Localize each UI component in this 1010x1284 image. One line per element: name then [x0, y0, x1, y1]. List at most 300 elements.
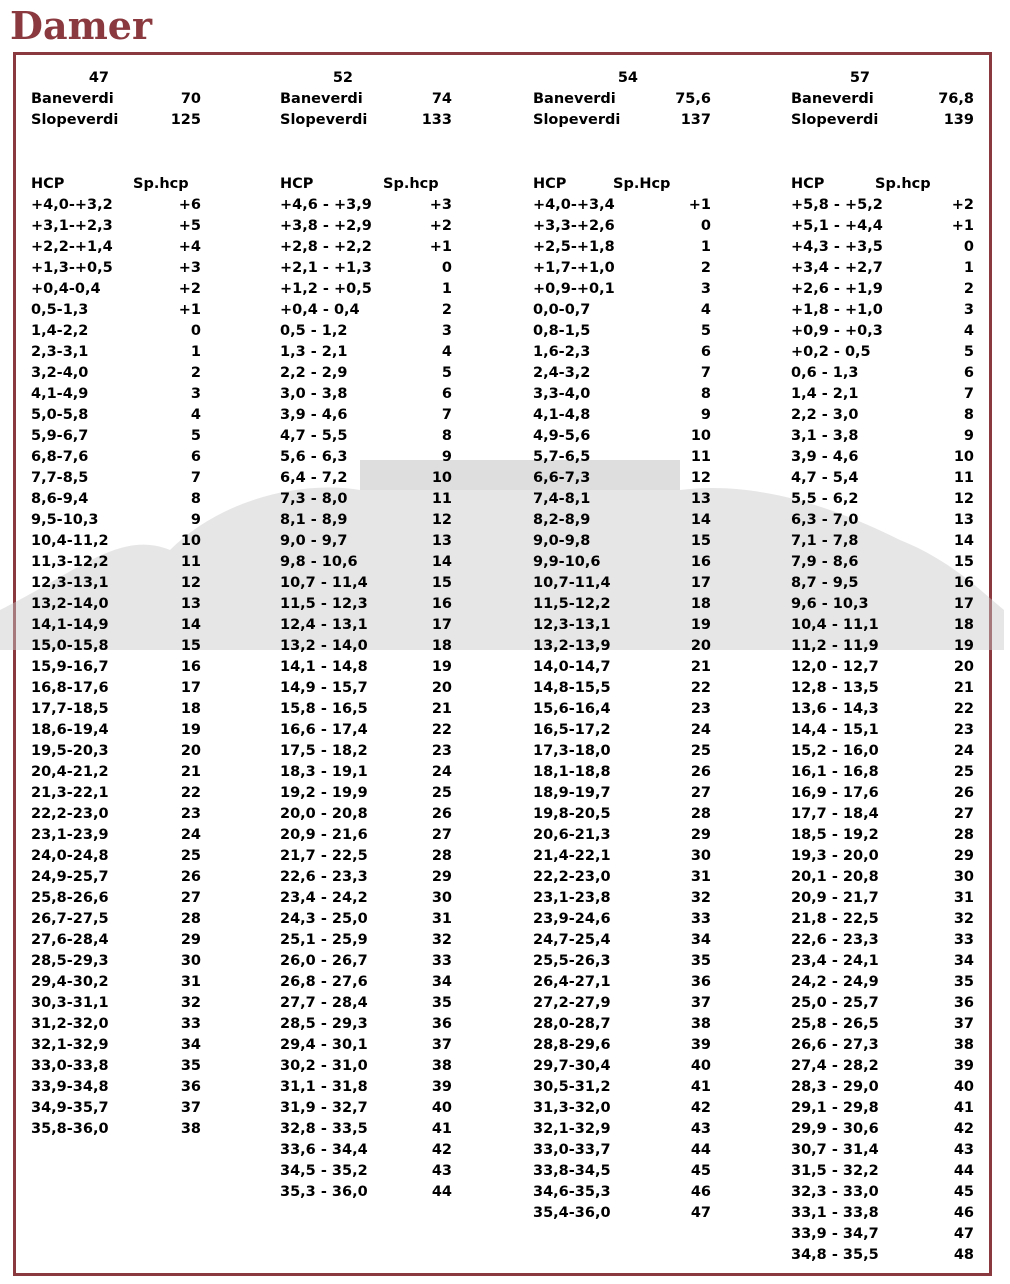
table-row	[31, 720, 201, 741]
hcp-range: 1,4 - 2,1	[791, 386, 859, 402]
hcp-range: 12,3-13,1	[31, 575, 109, 591]
hcp-range: 6,3 - 7,0	[791, 512, 859, 528]
playing-hcp: 46	[953, 1205, 974, 1221]
playing-hcp: 14	[431, 554, 452, 570]
playing-hcp: 9	[190, 512, 201, 528]
table-row	[280, 699, 452, 720]
table-row	[533, 783, 711, 804]
hcp-range: 4,1-4,8	[533, 407, 591, 423]
table-row	[31, 237, 201, 258]
playing-hcp: 34	[690, 932, 711, 948]
playing-hcp: 44	[431, 1184, 452, 1200]
table-row	[791, 1119, 974, 1140]
table-row	[280, 720, 452, 741]
playing-hcp: 24	[953, 743, 974, 759]
hcp-range: 6,4 - 7,2	[280, 470, 348, 486]
playing-hcp: 45	[953, 1184, 974, 1200]
hcp-range: 17,7-18,5	[31, 701, 109, 717]
playing-hcp: 23	[180, 806, 201, 822]
table-row	[31, 972, 201, 993]
table-row	[533, 531, 711, 552]
playing-hcp: 39	[690, 1037, 711, 1053]
hcp-range: 22,2-23,0	[533, 869, 611, 885]
hcp-range: +3,8 - +2,9	[280, 218, 372, 234]
playing-hcp: 19	[690, 617, 711, 633]
hcp-range: 24,3 - 25,0	[280, 911, 368, 927]
playing-hcp: 30	[431, 890, 452, 906]
table-row	[791, 1182, 974, 1203]
hcp-range: +4,0-+3,2	[31, 197, 113, 213]
playing-hcp: +2	[951, 197, 974, 213]
playing-hcp: +1	[429, 239, 452, 255]
table-row	[280, 510, 452, 531]
playing-hcp: 31	[180, 974, 201, 990]
playing-hcp: 29	[953, 848, 974, 864]
hcp-range: 29,7-30,4	[533, 1058, 611, 1074]
hcp-range: 0,5-1,3	[31, 302, 89, 318]
table-row	[280, 552, 452, 573]
hcp-range: 17,7 - 18,4	[791, 806, 879, 822]
table-row	[31, 1014, 201, 1035]
hcp-range: 20,1 - 20,8	[791, 869, 879, 885]
hcp-range: 19,3 - 20,0	[791, 848, 879, 864]
table-row	[280, 1119, 452, 1140]
table-row	[280, 888, 452, 909]
hcp-range: 32,3 - 33,0	[791, 1184, 879, 1200]
table-row	[31, 741, 201, 762]
hcp-range: 31,3-32,0	[533, 1100, 611, 1116]
playing-hcp: 39	[431, 1079, 452, 1095]
table-row	[280, 279, 452, 300]
hcp-range: 35,4-36,0	[533, 1205, 611, 1221]
playing-hcp: 29	[690, 827, 711, 843]
playing-hcp: 33	[180, 1016, 201, 1032]
playing-hcp: 36	[180, 1079, 201, 1095]
hcp-range: 2,3-3,1	[31, 344, 89, 360]
playing-hcp: 11	[431, 491, 452, 507]
hcp-range: +3,3-+2,6	[533, 218, 615, 234]
hcp-range: 26,0 - 26,7	[280, 953, 368, 969]
hcp-range: 31,9 - 32,7	[280, 1100, 368, 1116]
hcp-range: 35,8-36,0	[31, 1121, 109, 1137]
baneverdi-value: 74	[431, 91, 452, 107]
playing-hcp: 11	[690, 449, 711, 465]
playing-hcp: 5	[963, 344, 974, 360]
hcp-header: HCP	[533, 176, 567, 192]
table-row	[31, 216, 201, 237]
playing-hcp: 36	[431, 1016, 452, 1032]
sp-hcp-header: Sp.hcp	[875, 176, 931, 192]
playing-hcp: 26	[953, 785, 974, 801]
table-row	[791, 909, 974, 930]
table-row	[31, 594, 201, 615]
table-row	[791, 1014, 974, 1035]
table-row	[533, 762, 711, 783]
hcp-range: 24,7-25,4	[533, 932, 611, 948]
hcp-range: +2,2-+1,4	[31, 239, 113, 255]
playing-hcp: +1	[688, 197, 711, 213]
table-row	[280, 741, 452, 762]
hcp-range: 19,2 - 19,9	[280, 785, 368, 801]
table-row	[533, 594, 711, 615]
table-row	[280, 846, 452, 867]
playing-hcp: 31	[953, 890, 974, 906]
hcp-range: 12,4 - 13,1	[280, 617, 368, 633]
playing-hcp: 5	[700, 323, 711, 339]
playing-hcp: 22	[953, 701, 974, 717]
hcp-range: +2,1 - +1,3	[280, 260, 372, 276]
hcp-range: 32,8 - 33,5	[280, 1121, 368, 1137]
sp-hcp-header: Sp.hcp	[383, 176, 439, 192]
hcp-range: +0,9 - +0,3	[791, 323, 883, 339]
hcp-range: 28,8-29,6	[533, 1037, 611, 1053]
hcp-range: 14,0-14,7	[533, 659, 611, 675]
hcp-header: HCP	[791, 176, 825, 192]
playing-hcp: 18	[690, 596, 711, 612]
playing-hcp: 15	[431, 575, 452, 591]
hcp-range: 5,0-5,8	[31, 407, 89, 423]
playing-hcp: 12	[690, 470, 711, 486]
hcp-range: 25,1 - 25,9	[280, 932, 368, 948]
hcp-range: 4,7 - 5,4	[791, 470, 859, 486]
playing-hcp: 10	[953, 449, 974, 465]
playing-hcp: 22	[690, 680, 711, 696]
hcp-range: +2,8 - +2,2	[280, 239, 372, 255]
sp-hcp-header: Sp.Hcp	[613, 176, 671, 192]
hcp-range: 20,9 - 21,6	[280, 827, 368, 843]
table-row	[533, 867, 711, 888]
table-row	[31, 1119, 201, 1140]
hcp-range: 1,4-2,2	[31, 323, 89, 339]
hcp-range: +0,9-+0,1	[533, 281, 615, 297]
table-row	[533, 342, 711, 363]
hcp-range: 28,3 - 29,0	[791, 1079, 879, 1095]
hcp-range: 26,8 - 27,6	[280, 974, 368, 990]
playing-hcp: 27	[953, 806, 974, 822]
playing-hcp: 48	[953, 1247, 974, 1263]
hcp-range: 31,5 - 32,2	[791, 1163, 879, 1179]
table-row	[280, 300, 452, 321]
table-row	[280, 573, 452, 594]
table-row	[533, 1203, 711, 1224]
hcp-range: 16,6 - 17,4	[280, 722, 368, 738]
table-row	[280, 930, 452, 951]
table-row	[533, 1077, 711, 1098]
playing-hcp: 7	[441, 407, 452, 423]
table-row	[791, 804, 974, 825]
table-row	[31, 405, 201, 426]
table-row	[533, 321, 711, 342]
hcp-range: 11,3-12,2	[31, 554, 109, 570]
hcp-range: 17,3-18,0	[533, 743, 611, 759]
table-row	[280, 867, 452, 888]
table-row	[31, 846, 201, 867]
playing-hcp: 0	[963, 239, 974, 255]
slopeverdi-label: Slopeverdi	[791, 112, 879, 128]
table-row	[791, 741, 974, 762]
playing-hcp: 12	[953, 491, 974, 507]
hcp-range: 32,1-32,9	[533, 1121, 611, 1137]
table-row	[280, 825, 452, 846]
table-row	[533, 195, 711, 216]
playing-hcp: 25	[431, 785, 452, 801]
hcp-range: 16,9 - 17,6	[791, 785, 879, 801]
hcp-range: 34,9-35,7	[31, 1100, 109, 1116]
playing-hcp: 17	[180, 680, 201, 696]
table-row	[533, 678, 711, 699]
playing-hcp: 23	[431, 743, 452, 759]
playing-hcp: 32	[690, 890, 711, 906]
table-row	[280, 594, 452, 615]
table-row	[533, 279, 711, 300]
table-row	[791, 510, 974, 531]
playing-hcp: 22	[180, 785, 201, 801]
table-row	[31, 279, 201, 300]
playing-hcp: 10	[431, 470, 452, 486]
hcp-range: 33,8-34,5	[533, 1163, 611, 1179]
hcp-range: 1,3 - 2,1	[280, 344, 348, 360]
hcp-range: 11,5-12,2	[533, 596, 611, 612]
table-row	[280, 657, 452, 678]
table-row	[791, 258, 974, 279]
hcp-range: 26,7-27,5	[31, 911, 109, 927]
hcp-range: 20,9 - 21,7	[791, 890, 879, 906]
table-row	[280, 489, 452, 510]
hcp-range: 0,8-1,5	[533, 323, 591, 339]
playing-hcp: 41	[431, 1121, 452, 1137]
hcp-range: 30,3-31,1	[31, 995, 109, 1011]
hcp-range: 16,5-17,2	[533, 722, 611, 738]
hcp-range: +5,1 - +4,4	[791, 218, 883, 234]
playing-hcp: 3	[190, 386, 201, 402]
hcp-range: +5,8 - +5,2	[791, 197, 883, 213]
hcp-range: 24,2 - 24,9	[791, 974, 879, 990]
hcp-range: +4,3 - +3,5	[791, 239, 883, 255]
table-row	[791, 888, 974, 909]
playing-hcp: 27	[690, 785, 711, 801]
table-row	[791, 678, 974, 699]
table-row	[533, 468, 711, 489]
playing-hcp: 20	[180, 743, 201, 759]
playing-hcp: 3	[963, 302, 974, 318]
table-row	[280, 1077, 452, 1098]
table-row	[280, 363, 452, 384]
hcp-range: +4,0-+3,4	[533, 197, 615, 213]
hcp-range: 18,5 - 19,2	[791, 827, 879, 843]
playing-hcp: 28	[953, 827, 974, 843]
table-row	[280, 1182, 452, 1203]
table-row	[533, 699, 711, 720]
playing-hcp: 42	[431, 1142, 452, 1158]
hcp-range: +1,3-+0,5	[31, 260, 113, 276]
playing-hcp: 25	[180, 848, 201, 864]
playing-hcp: 1	[441, 281, 452, 297]
table-row	[791, 636, 974, 657]
playing-hcp: +1	[951, 218, 974, 234]
playing-hcp: 35	[431, 995, 452, 1011]
hcp-range: 11,5 - 12,3	[280, 596, 368, 612]
table-row	[280, 468, 452, 489]
table-row	[791, 657, 974, 678]
playing-hcp: 47	[690, 1205, 711, 1221]
playing-hcp: +3	[178, 260, 201, 276]
table-row	[280, 615, 452, 636]
table-row	[31, 678, 201, 699]
table-row	[791, 1140, 974, 1161]
playing-hcp: 38	[180, 1121, 201, 1137]
playing-hcp: 9	[963, 428, 974, 444]
hcp-range: 23,4 - 24,2	[280, 890, 368, 906]
hcp-range: 5,5 - 6,2	[791, 491, 859, 507]
table-row	[533, 636, 711, 657]
table-row	[791, 216, 974, 237]
playing-hcp: 14	[690, 512, 711, 528]
hcp-range: 14,9 - 15,7	[280, 680, 368, 696]
hcp-range: 8,6-9,4	[31, 491, 89, 507]
table-row	[533, 216, 711, 237]
playing-hcp: 20	[690, 638, 711, 654]
hcp-range: 29,4 - 30,1	[280, 1037, 368, 1053]
playing-hcp: 14	[953, 533, 974, 549]
table-row	[31, 1056, 201, 1077]
table-row	[791, 405, 974, 426]
hcp-range: 7,7-8,5	[31, 470, 89, 486]
table-row	[791, 615, 974, 636]
playing-hcp: 20	[953, 659, 974, 675]
table-row	[280, 216, 452, 237]
table-row	[791, 846, 974, 867]
hcp-range: 35,3 - 36,0	[280, 1184, 368, 1200]
table-row	[533, 1035, 711, 1056]
column-par-54	[533, 68, 711, 1224]
playing-hcp: 34	[953, 953, 974, 969]
hcp-range: 9,9-10,6	[533, 554, 601, 570]
playing-hcp: 26	[431, 806, 452, 822]
playing-hcp: 30	[953, 869, 974, 885]
playing-hcp: 35	[180, 1058, 201, 1074]
table-row	[791, 972, 974, 993]
playing-hcp: 9	[700, 407, 711, 423]
playing-hcp: 37	[953, 1016, 974, 1032]
table-row	[791, 1203, 974, 1224]
table-row	[791, 1035, 974, 1056]
hcp-range: 29,9 - 30,6	[791, 1121, 879, 1137]
playing-hcp: +2	[429, 218, 452, 234]
table-row	[533, 447, 711, 468]
hcp-range: 16,8-17,6	[31, 680, 109, 696]
table-row	[31, 363, 201, 384]
column-par-52	[280, 68, 452, 1203]
hcp-range: +4,6 - +3,9	[280, 197, 372, 213]
playing-hcp: 1	[190, 344, 201, 360]
hcp-range: 22,6 - 23,3	[280, 869, 368, 885]
hcp-range: 3,9 - 4,6	[280, 407, 348, 423]
table-row	[280, 531, 452, 552]
par-value: 47	[88, 70, 109, 86]
playing-hcp: 2	[190, 365, 201, 381]
hcp-range: 34,8 - 35,5	[791, 1247, 879, 1263]
hcp-range: 21,8 - 22,5	[791, 911, 879, 927]
hcp-range: 30,7 - 31,4	[791, 1142, 879, 1158]
table-row	[31, 321, 201, 342]
par-value: 57	[849, 70, 870, 86]
table-row	[791, 279, 974, 300]
hcp-range: +1,7-+1,0	[533, 260, 615, 276]
table-row	[791, 447, 974, 468]
hcp-range: 8,7 - 9,5	[791, 575, 859, 591]
hcp-range: 21,3-22,1	[31, 785, 109, 801]
playing-hcp: 33	[431, 953, 452, 969]
playing-hcp: 32	[180, 995, 201, 1011]
table-row	[533, 720, 711, 741]
playing-hcp: 33	[953, 932, 974, 948]
hcp-range: 11,2 - 11,9	[791, 638, 879, 654]
table-row	[533, 258, 711, 279]
table-row	[791, 783, 974, 804]
playing-hcp: 12	[180, 575, 201, 591]
hcp-range: +0,2 - 0,5	[791, 344, 871, 360]
table-row	[533, 363, 711, 384]
playing-hcp: 34	[431, 974, 452, 990]
playing-hcp: 29	[431, 869, 452, 885]
playing-hcp: 14	[180, 617, 201, 633]
hcp-range: 19,5-20,3	[31, 743, 109, 759]
table-row	[280, 447, 452, 468]
playing-hcp: 4	[700, 302, 711, 318]
slopeverdi-label: Slopeverdi	[31, 112, 119, 128]
playing-hcp: 19	[953, 638, 974, 654]
hcp-range: 5,9-6,7	[31, 428, 89, 444]
baneverdi-value: 76,8	[938, 91, 974, 107]
hcp-range: 2,4-3,2	[533, 365, 591, 381]
table-row	[533, 573, 711, 594]
table-row	[533, 1056, 711, 1077]
table-row	[280, 1161, 452, 1182]
table-row	[280, 426, 452, 447]
table-row	[533, 657, 711, 678]
hcp-range: 18,3 - 19,1	[280, 764, 368, 780]
hcp-range: 10,4-11,2	[31, 533, 109, 549]
hcp-range: 27,2-27,9	[533, 995, 611, 1011]
hcp-range: 25,8-26,6	[31, 890, 109, 906]
hcp-range: 33,0-33,7	[533, 1142, 611, 1158]
table-row	[31, 1077, 201, 1098]
hcp-range: 10,7 - 11,4	[280, 575, 368, 591]
column-par-57	[791, 68, 974, 1266]
table-row	[280, 951, 452, 972]
hcp-range: 5,7-6,5	[533, 449, 591, 465]
playing-hcp: +3	[429, 197, 452, 213]
table-row	[31, 258, 201, 279]
table-row	[791, 552, 974, 573]
table-row	[31, 762, 201, 783]
table-row	[31, 447, 201, 468]
hcp-range: 4,9-5,6	[533, 428, 591, 444]
table-row	[791, 1098, 974, 1119]
hcp-range: 0,0-0,7	[533, 302, 591, 318]
playing-hcp: 24	[180, 827, 201, 843]
playing-hcp: 38	[431, 1058, 452, 1074]
table-row	[280, 1014, 452, 1035]
hcp-range: 20,0 - 20,8	[280, 806, 368, 822]
table-row	[791, 573, 974, 594]
table-row	[280, 405, 452, 426]
table-row	[533, 510, 711, 531]
table-row	[533, 930, 711, 951]
table-row	[791, 363, 974, 384]
playing-hcp: 28	[180, 911, 201, 927]
playing-hcp: 18	[180, 701, 201, 717]
